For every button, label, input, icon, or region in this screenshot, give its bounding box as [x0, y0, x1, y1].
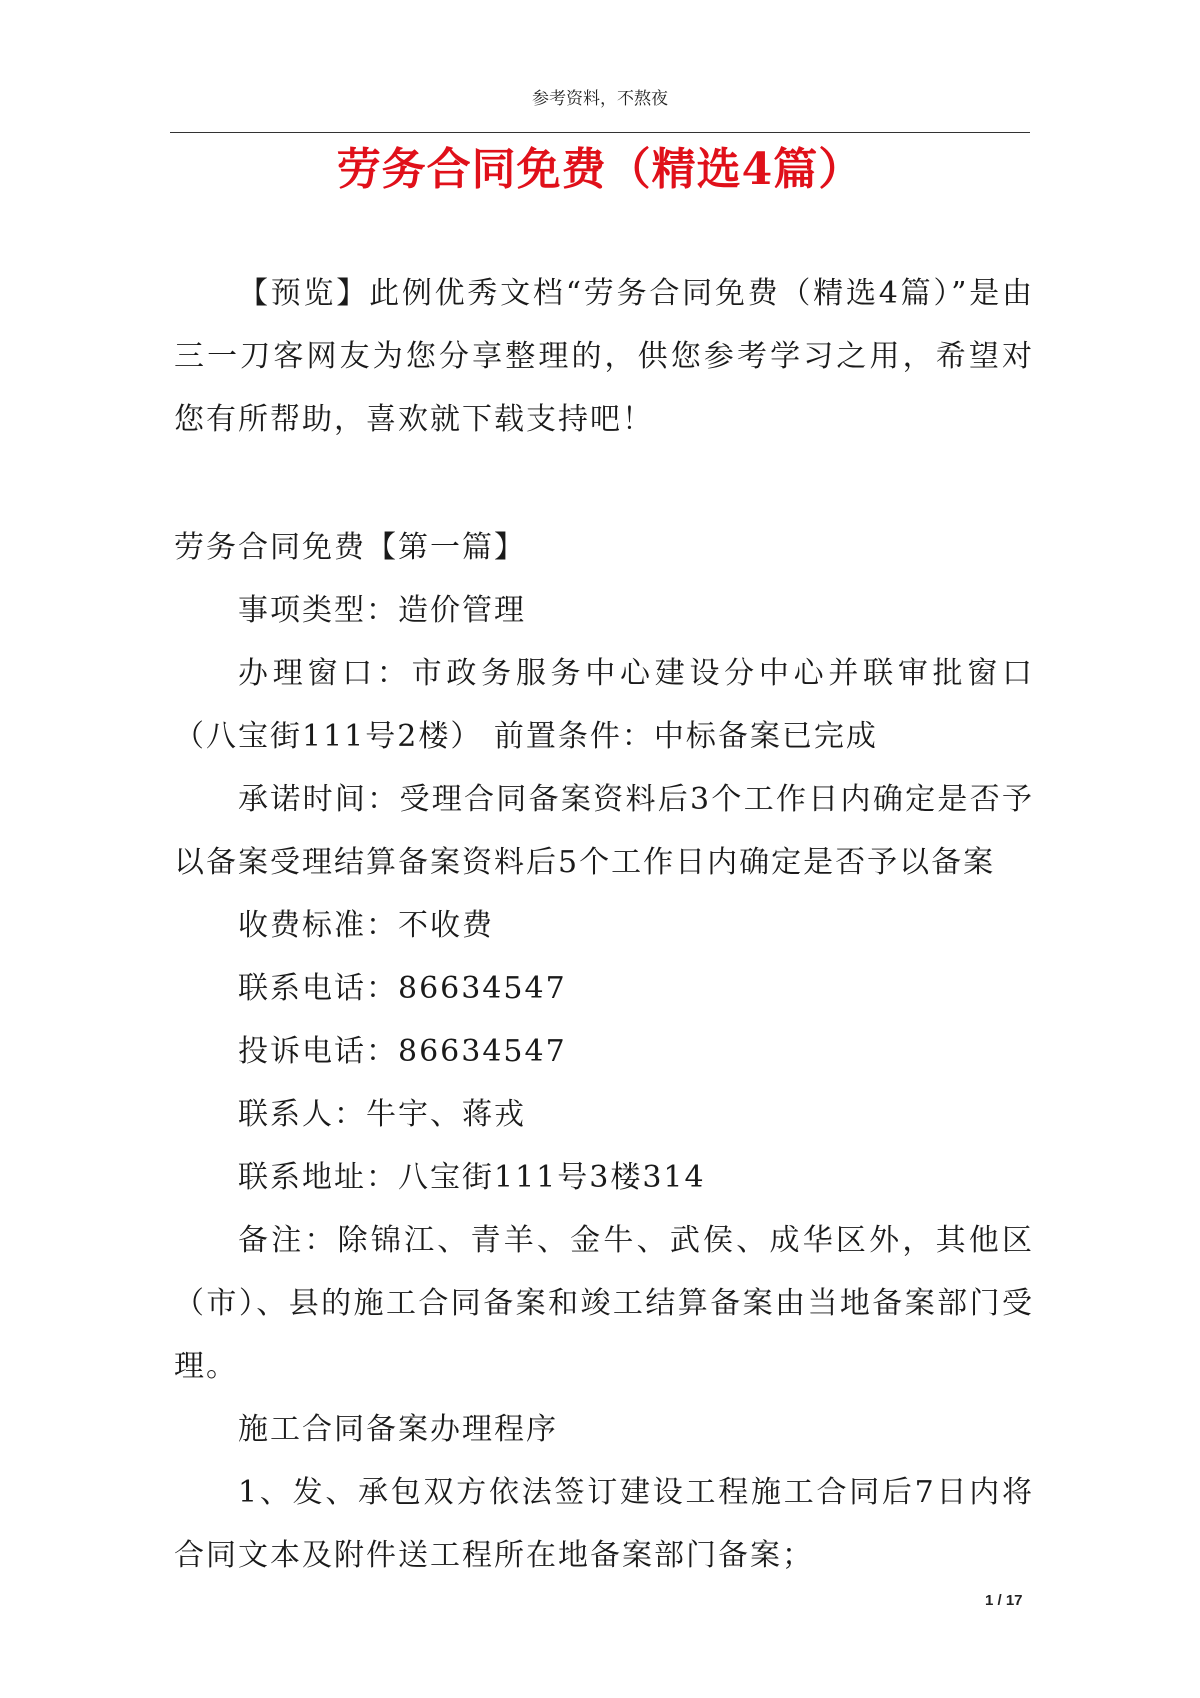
header-note: 参考资料，不熬夜	[532, 89, 668, 109]
paragraph-remarks: 备注：除锦江、青羊、金牛、武侯、成华区外，其他区（市）、县的施工合同备案和竣工结算备案由当地备案部门受理。	[174, 1223, 1034, 1384]
document-body	[174, 516, 1034, 1587]
preview-paragraph: 【预览】此例优秀文档“劳务合同免费（精选4篇）”是由三一刀客网友为您分享整理的，供您参考学习之用，希望对您有所帮助，喜欢就下载支持吧！	[174, 276, 1034, 437]
page-number: 1 / 17	[985, 1592, 1023, 1609]
paragraph-contact-person: 联系人：牛宇、蒋戎	[238, 1097, 526, 1132]
paragraph-contact-phone: 联系电话：86634547	[238, 971, 567, 1006]
paragraph-complaint-phone: 投诉电话：86634547	[238, 1034, 567, 1069]
section-heading: 劳务合同免费【第一篇】	[174, 530, 526, 565]
paragraph-contact-address: 联系地址：八宝街111号3楼314	[238, 1160, 706, 1195]
paragraph-item-type: 事项类型：造价管理	[238, 593, 526, 628]
paragraph-procedure-title: 施工合同备案办理程序	[238, 1412, 558, 1447]
paragraph-promise-time: 承诺时间：受理合同备案资料后3个工作日内确定是否予以备案受理结算备案资料后5个工作日内确定是否予以备案	[174, 782, 1034, 880]
paragraph-service-window: 办理窗口：市政务服务中心建设分中心并联审批窗口（八宝街111号2楼） 前置条件：中标备案已完成	[174, 656, 1034, 754]
header-divider	[170, 132, 1030, 133]
paragraph-fee-standard: 收费标准：不收费	[238, 908, 494, 943]
document-title: 劳务合同免费（精选4篇）	[336, 144, 864, 195]
paragraph-procedure-step-1: 1、发、承包双方依法签订建设工程施工合同后7日内将合同文本及附件送工程所在地备案部门备案；	[174, 1475, 1034, 1573]
